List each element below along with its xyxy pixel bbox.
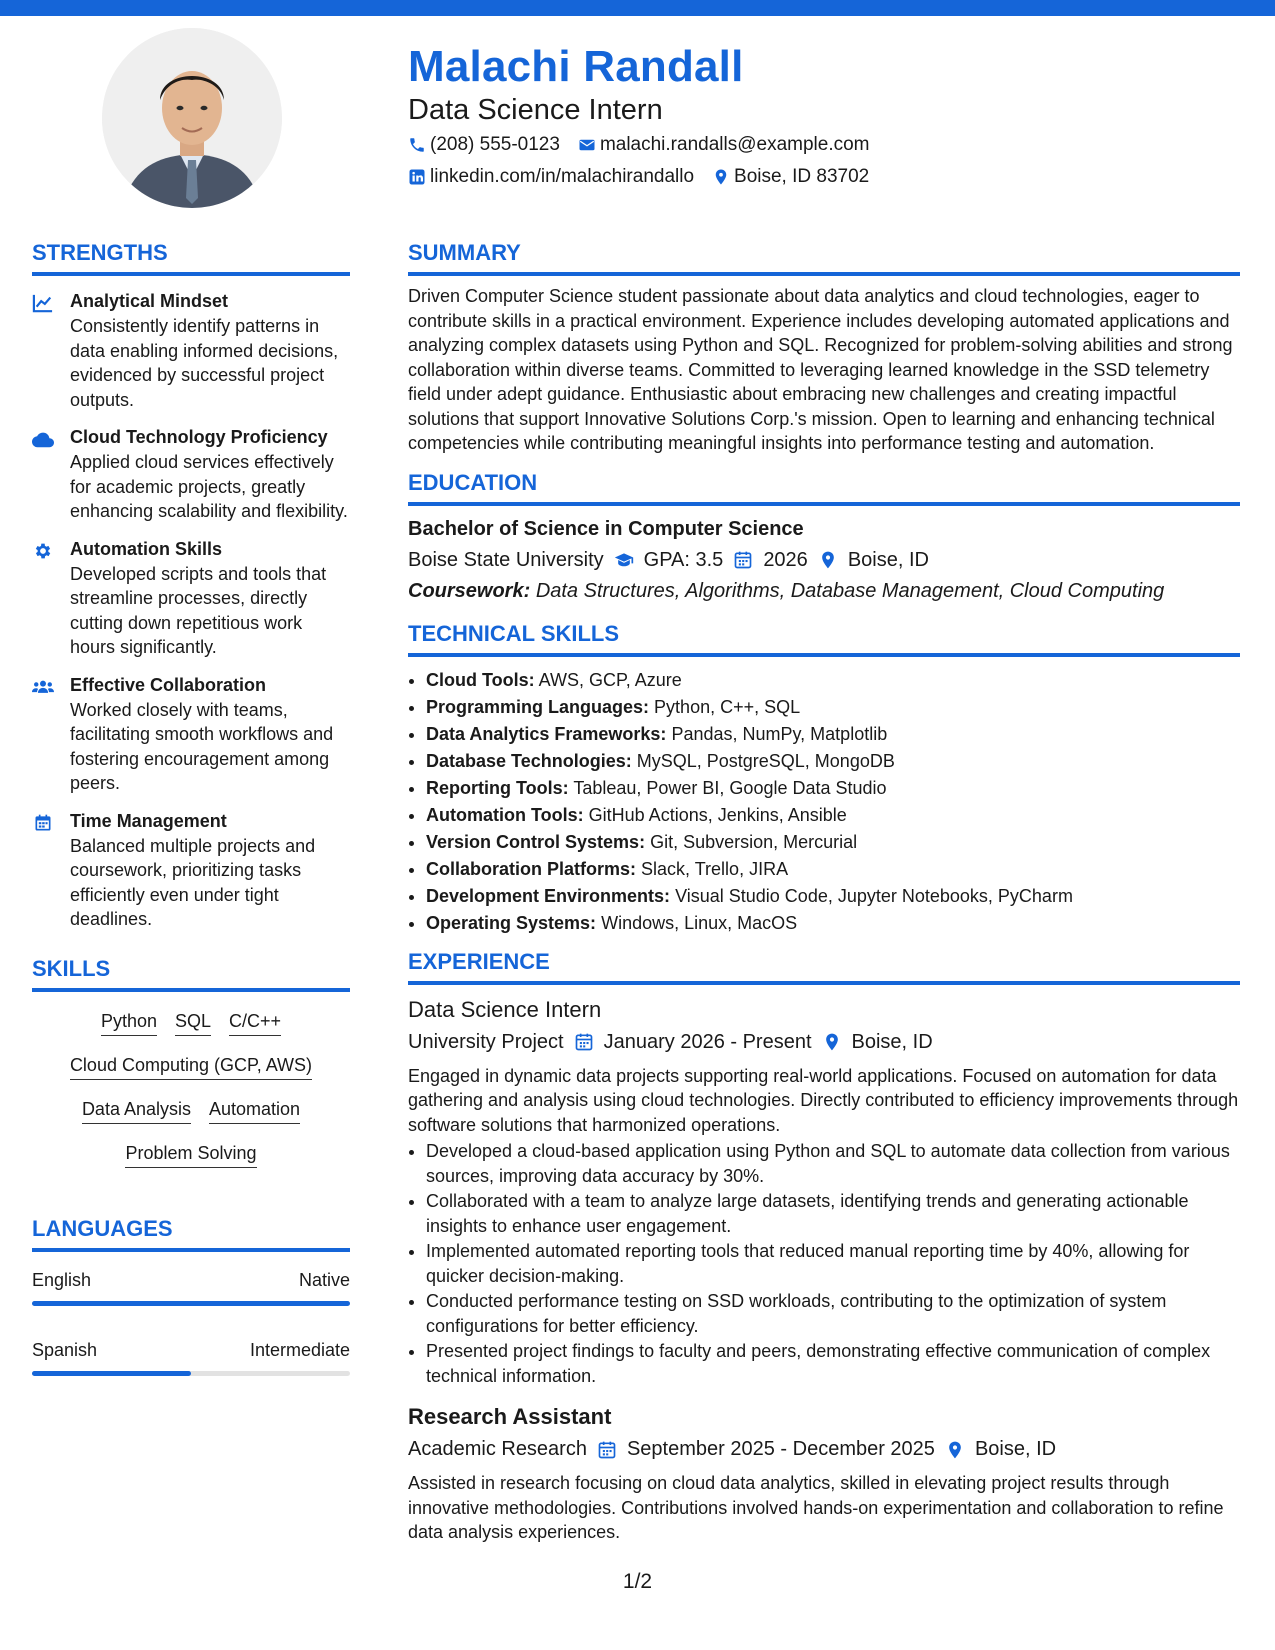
strength-title: Analytical Mindset: [70, 291, 229, 311]
strength-text: Developed scripts and tools that streamline processes, directly cutting down repetitious work hours significantly.: [70, 563, 327, 657]
list-item: • Automation Tools: GitHub Actions, Jenkins, Ansible: [426, 802, 1240, 829]
linkedin-item: [408, 166, 694, 188]
strength-text: Balanced multiple projects and coursework, prioritizing tasks efficiently even under tight deadlines.: [70, 835, 316, 929]
phone-text[interactable]: (208) 555-0123: [430, 134, 560, 155]
languages-heading: LANGUAGES: [32, 1216, 350, 1252]
strength-item: [32, 538, 350, 660]
job-meta: [408, 1031, 1240, 1054]
skill-tag: Problem Solving: [125, 1142, 256, 1168]
coursework-text: Data Structures, Algorithms, Database Management, Cloud Computing: [535, 579, 1165, 602]
education-heading: EDUCATION: [408, 470, 1240, 506]
language-item: [32, 1340, 350, 1376]
gear-icon: [32, 538, 56, 660]
language-bar-fill: [32, 1301, 350, 1306]
contact-row-2: [408, 166, 869, 188]
education-coursework: [408, 580, 1240, 603]
list-item: • Data Analytics Frameworks: Pandas, NumPy, Matplotlib: [426, 721, 1240, 748]
phone-item: [408, 134, 560, 156]
strength-text: Applied cloud services effectively for academic projects, greatly enhancing scalability and flexibility.: [70, 452, 348, 521]
experience-heading: EXPERIENCE: [408, 949, 1240, 985]
list-item: • Database Technologies: MySQL, PostgreSQL, MongoDB: [426, 748, 1240, 775]
strength-item: [32, 290, 350, 412]
calendar-icon: [597, 1440, 617, 1460]
email-icon: [578, 136, 596, 154]
skills-heading: SKILLS: [32, 956, 350, 992]
skill-tag: SQL: [175, 1010, 211, 1036]
job-location: Boise, ID: [851, 1030, 933, 1053]
language-bar: [32, 1301, 350, 1306]
graduation-cap-icon: [614, 550, 634, 570]
summary-text: Driven Computer Science student passionate about data analytics and cloud technologies, eager to contribute skills in a practical environment. Experience includes developing automated applications and analyzing complex datasets using Python and SQL. Recognized for problem-solving abilities and strong collaboration within diverse teams. Committed to leveraging learned knowledge in the SSD telemetry field under adept guidance. Enthusiastic about embracing new challenges and creating impactful solutions that support Innovative Solutions Corp.'s mission. Open to learning and enhancing technical competencies while contributing meaningful insights into performance testing and automation.: [408, 286, 1233, 453]
left-column: [32, 240, 350, 1376]
candidate-role: Data Science Intern: [408, 94, 663, 126]
strength-title: Time Management: [70, 810, 227, 831]
job-title: Data Science Intern: [408, 996, 602, 1022]
skill-tag: Cloud Computing (GCP, AWS): [70, 1054, 312, 1080]
language-bar-fill: [32, 1371, 191, 1376]
page-indicator: 1/2: [622, 1570, 653, 1593]
language-name: Spanish: [32, 1339, 98, 1360]
right-column: [408, 240, 1240, 1545]
job-dates: January 2026 - Present: [603, 1030, 812, 1053]
strength-item: [32, 674, 350, 796]
list-item: • Development Environments: Visual Studio Code, Jupyter Notebooks, PyCharm: [426, 883, 1240, 910]
list-item: • Presented project findings to faculty and peers, demonstrating effective communication of complex technical information.: [426, 1339, 1240, 1388]
job-location: Boise, ID: [974, 1438, 1057, 1460]
skill-tag: C/C++: [229, 1010, 281, 1036]
job-description: Assisted in research focusing on cloud data analytics, skilled in elevating project results through innovative methodologies. Contributions involved hands-on experimentation and collaboration to refine data analysis experiences.: [408, 1473, 1224, 1542]
avatar: [102, 28, 282, 208]
linkedin-text[interactable]: linkedin.com/in/malachirandallo: [430, 166, 695, 187]
phone-icon: [408, 136, 426, 154]
cloud-icon: [32, 426, 56, 524]
list-item: • Developed a cloud-based application using Python and SQL to automate data collection from various sources, improving data accuracy by 30%.: [426, 1139, 1240, 1188]
job-dates: September 2025 - December 2025: [626, 1438, 935, 1460]
job-org: University Project: [408, 1030, 564, 1053]
coursework-label: Coursework:: [408, 579, 531, 602]
skill-tag: Data Analysis: [82, 1098, 191, 1124]
technical-skills-heading: TECHNICAL SKILLS: [408, 621, 1240, 657]
list-item: • Collaboration Platforms: Slack, Trello, JIRA: [426, 856, 1240, 883]
education-gpa: GPA: 3.5: [643, 548, 724, 571]
list-item: • Collaborated with a team to analyze large datasets, identifying trends and generating actionable insights to enhance user engagement.: [426, 1189, 1240, 1238]
location-text: Boise, ID 83702: [734, 166, 870, 187]
summary-heading: SUMMARY: [408, 240, 1240, 276]
job-bullets: [408, 1139, 1240, 1388]
list-item: • Implemented automated reporting tools that reduced manual reporting time by 40%, allowing for quicker decision-making.: [426, 1239, 1240, 1288]
job-org: Academic Research: [408, 1438, 587, 1460]
calendar-icon: [32, 810, 56, 932]
chart-line-icon: [32, 290, 56, 412]
strength-title: Cloud Technology Proficiency: [70, 427, 328, 447]
calendar-icon: [574, 1032, 594, 1052]
skill-row: [32, 1098, 350, 1124]
skill-row: [32, 1142, 350, 1168]
job-title: Research Assistant: [408, 1404, 612, 1429]
technical-skills-list: [408, 667, 1240, 937]
map-pin-icon: [712, 168, 730, 186]
email-item: [578, 134, 870, 156]
strengths-heading: STRENGTHS: [32, 240, 350, 276]
calendar-icon: [733, 550, 753, 570]
users-icon: [32, 674, 56, 796]
strength-title: Effective Collaboration: [70, 674, 267, 695]
list-item: • Cloud Tools: AWS, GCP, Azure: [426, 667, 1240, 694]
education-meta: [408, 549, 1240, 572]
list-item: • Reporting Tools: Tableau, Power BI, Google Data Studio: [426, 775, 1240, 802]
job-description: Engaged in dynamic data projects supporting real-world applications. Focused on automation for data gathering and analysis using cloud technologies. Directly contributed to efficiency improvements through software solutions that harmonized operations.: [408, 1065, 1239, 1135]
strength-title: Automation Skills: [70, 538, 223, 559]
location-item: [712, 166, 869, 188]
language-level: Native: [298, 1269, 350, 1290]
list-item: • Version Control Systems: Git, Subversion, Mercurial: [426, 829, 1240, 856]
linkedin-icon: [408, 168, 426, 186]
list-item: • Conducted performance testing on SSD workloads, contributing to the optimization of system configurations for better efficiency.: [426, 1289, 1240, 1338]
email-text[interactable]: malachi.randalls@example.com: [599, 134, 870, 155]
language-item: [32, 1270, 350, 1306]
list-item: • Operating Systems: Windows, Linux, MacOS: [426, 910, 1240, 937]
strength-text: Consistently identify patterns in data enabling informed decisions, evidenced by successful project outputs.: [70, 316, 339, 410]
education-year: 2026: [763, 548, 808, 571]
language-name: English: [32, 1269, 92, 1290]
profile-photo: [102, 28, 282, 208]
job-meta: [408, 1438, 1240, 1461]
education-location: Boise, ID: [847, 548, 929, 571]
skills-list: [32, 1010, 350, 1168]
strength-text: Worked closely with teams, facilitating smooth workflows and fostering encouragement among peers.: [70, 699, 334, 793]
language-bar: [32, 1371, 350, 1376]
list-item: • Programming Languages: Python, C++, SQL: [426, 694, 1240, 721]
education-degree: Bachelor of Science in Computer Science: [408, 517, 804, 540]
strength-item: [32, 810, 350, 932]
skill-tag: Automation: [209, 1098, 300, 1124]
skill-row: [32, 1010, 350, 1036]
contact-row-1: [408, 134, 870, 156]
map-pin-icon: [822, 1032, 842, 1052]
education-school: Boise State University: [408, 548, 604, 571]
map-pin-icon: [818, 550, 838, 570]
language-level: Intermediate: [249, 1339, 350, 1360]
map-pin-icon: [945, 1440, 965, 1460]
top-accent-bar: [0, 0, 1275, 16]
candidate-name: Malachi Randall: [408, 42, 744, 91]
skill-row: [32, 1054, 350, 1080]
strength-item: [32, 426, 350, 524]
skill-tag: Python: [101, 1010, 157, 1036]
